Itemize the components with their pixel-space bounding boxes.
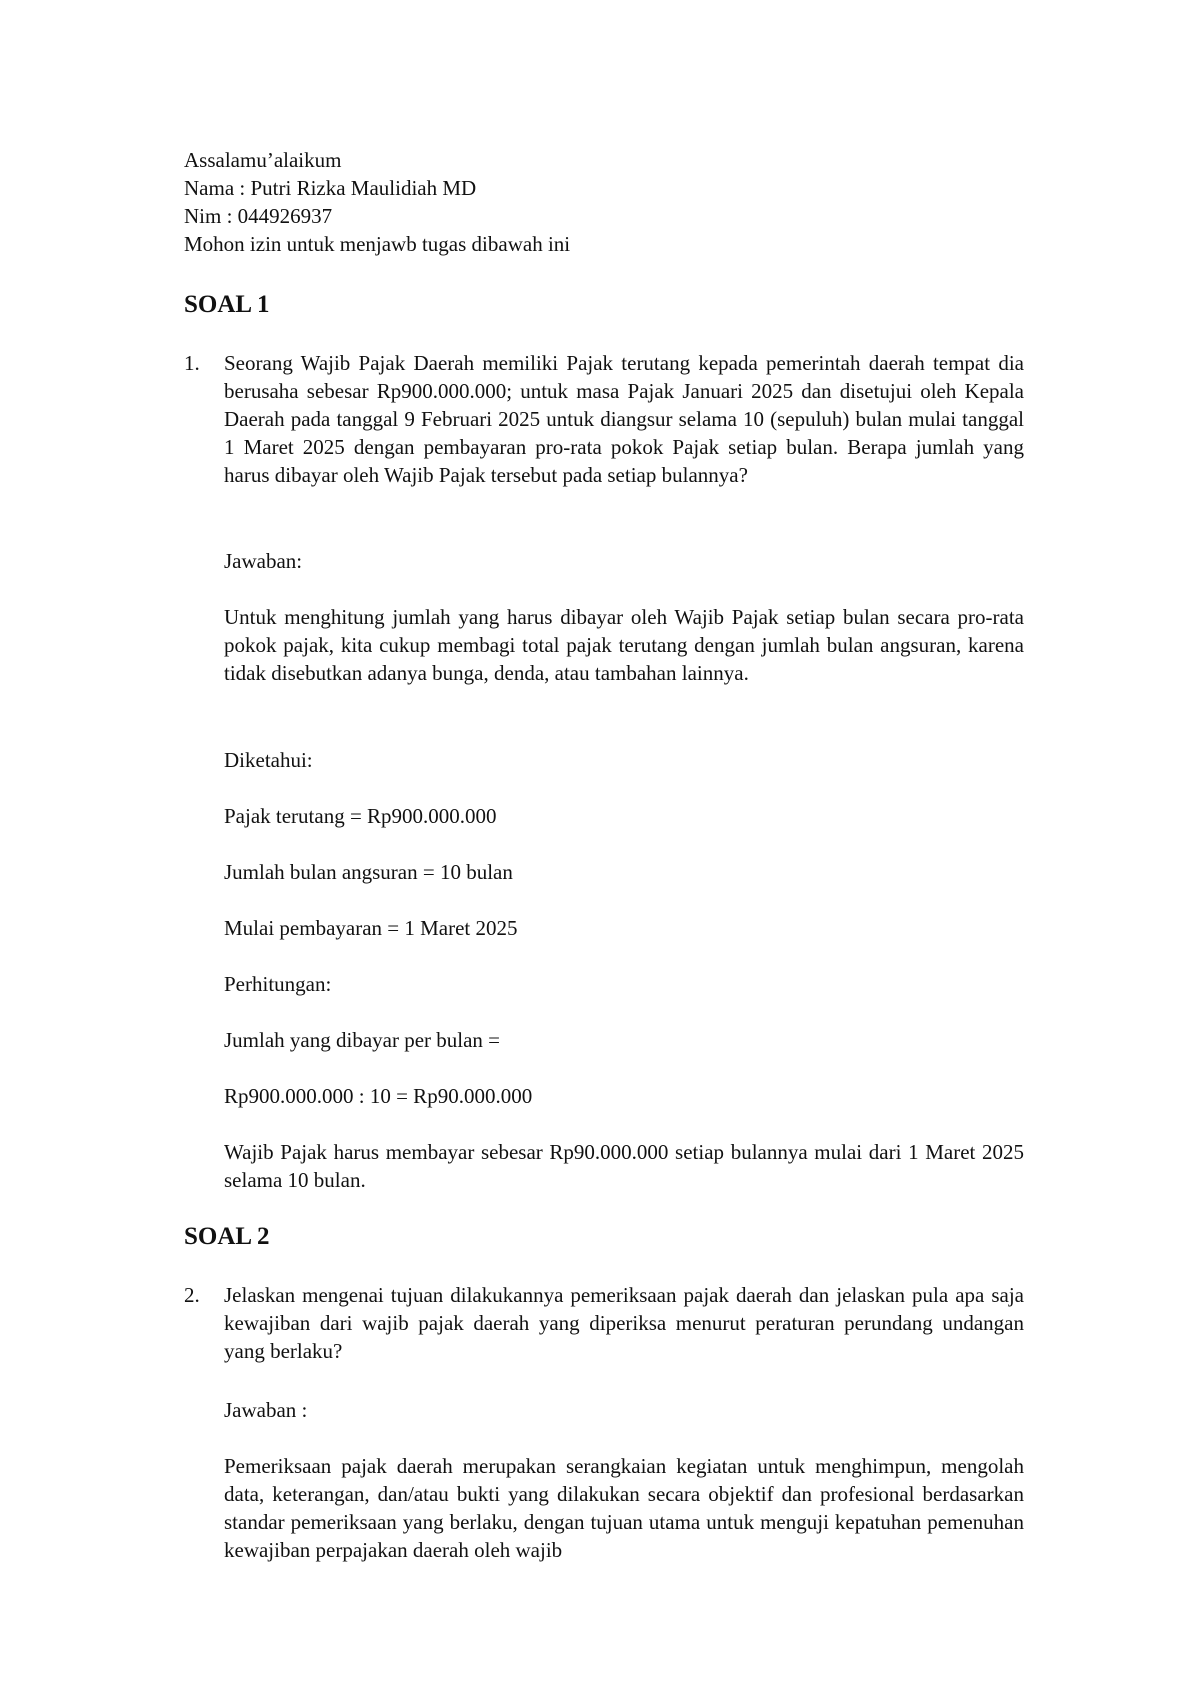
diketahui-label: Diketahui: [224, 748, 313, 772]
question-1-text: Seorang Wajib Pajak Daerah memiliki Pajak terutang kepada pemerintah daerah tempat dia berusaha sebesar Rp900.000.000; untuk masa Pajak Januari 2025 dan disetujui oleh Kepala Daerah pada tanggal 9 Februari 2025 untuk diangsur selama 10 (sepuluh) bulan mulai tanggal 1 Maret 2025 dengan pembayaran pro-rata pokok Pajak setiap bulan. Berapa jumlah yang harus dibayar oleh Wajib Pajak tersebut pada setiap bulannya? [224, 351, 1024, 487]
student-nim: Nim : 044926937 [184, 204, 333, 228]
answer-1-conclusion: Wajib Pajak harus membayar sebesar Rp90.000.000 setiap bulannya mulai dari 1 Maret 2025 selama 10 bulan. [224, 1140, 1024, 1192]
soal-1-heading: SOAL 1 [184, 291, 270, 318]
greeting: Assalamu’alaikum [184, 148, 342, 172]
answer-1-label: Jawaban: [224, 549, 303, 573]
answer-1-intro: Untuk menghitung jumlah yang harus dibayar oleh Wajib Pajak setiap bulan secara pro-rata pokok pajak, kita cukup membagi total pajak terutang dengan jumlah bulan angsuran, karena tidak disebutkan adanya bunga, denda, atau tambahan lainnya. [224, 605, 1024, 685]
perhitungan-label: Perhitungan: [224, 972, 332, 996]
answer-2-label: Jawaban : [224, 1398, 308, 1422]
question-1-number: 1. [184, 351, 200, 375]
student-name: Nama : Putri Rizka Maulidiah MD [184, 176, 477, 200]
formula-label: Jumlah yang dibayar per bulan = [224, 1028, 501, 1052]
permission-line: Mohon izin untuk menjawb tugas dibawah ini [184, 232, 571, 256]
pajak-terutang: Pajak terutang = Rp900.000.000 [224, 804, 497, 828]
soal-2-heading: SOAL 2 [184, 1223, 270, 1250]
answer-2-text: Pemeriksaan pajak daerah merupakan serangkaian kegiatan untuk menghimpun, mengolah data, keterangan, dan/atau bukti yang dilakukan secara objektif dan profesional berdasarkan standar pemeriksaan yang berlaku, dengan tujuan utama untuk menguji kepatuhan pemenuhan kewajiban perpajakan daerah oleh wajib [224, 1454, 1024, 1562]
question-2-text: Jelaskan mengenai tujuan dilakukannya pemeriksaan pajak daerah dan jelaskan pula apa saja kewajiban dari wajib pajak daerah yang diperiksa menurut peraturan perundang undangan yang berlaku? [224, 1283, 1024, 1363]
header-block [184, 146, 1044, 258]
formula: Rp900.000.000 : 10 = Rp90.000.000 [224, 1084, 533, 1108]
mulai-pembayaran: Mulai pembayaran = 1 Maret 2025 [224, 916, 518, 940]
jumlah-bulan: Jumlah bulan angsuran = 10 bulan [224, 860, 513, 884]
question-2-number: 2. [184, 1283, 200, 1307]
